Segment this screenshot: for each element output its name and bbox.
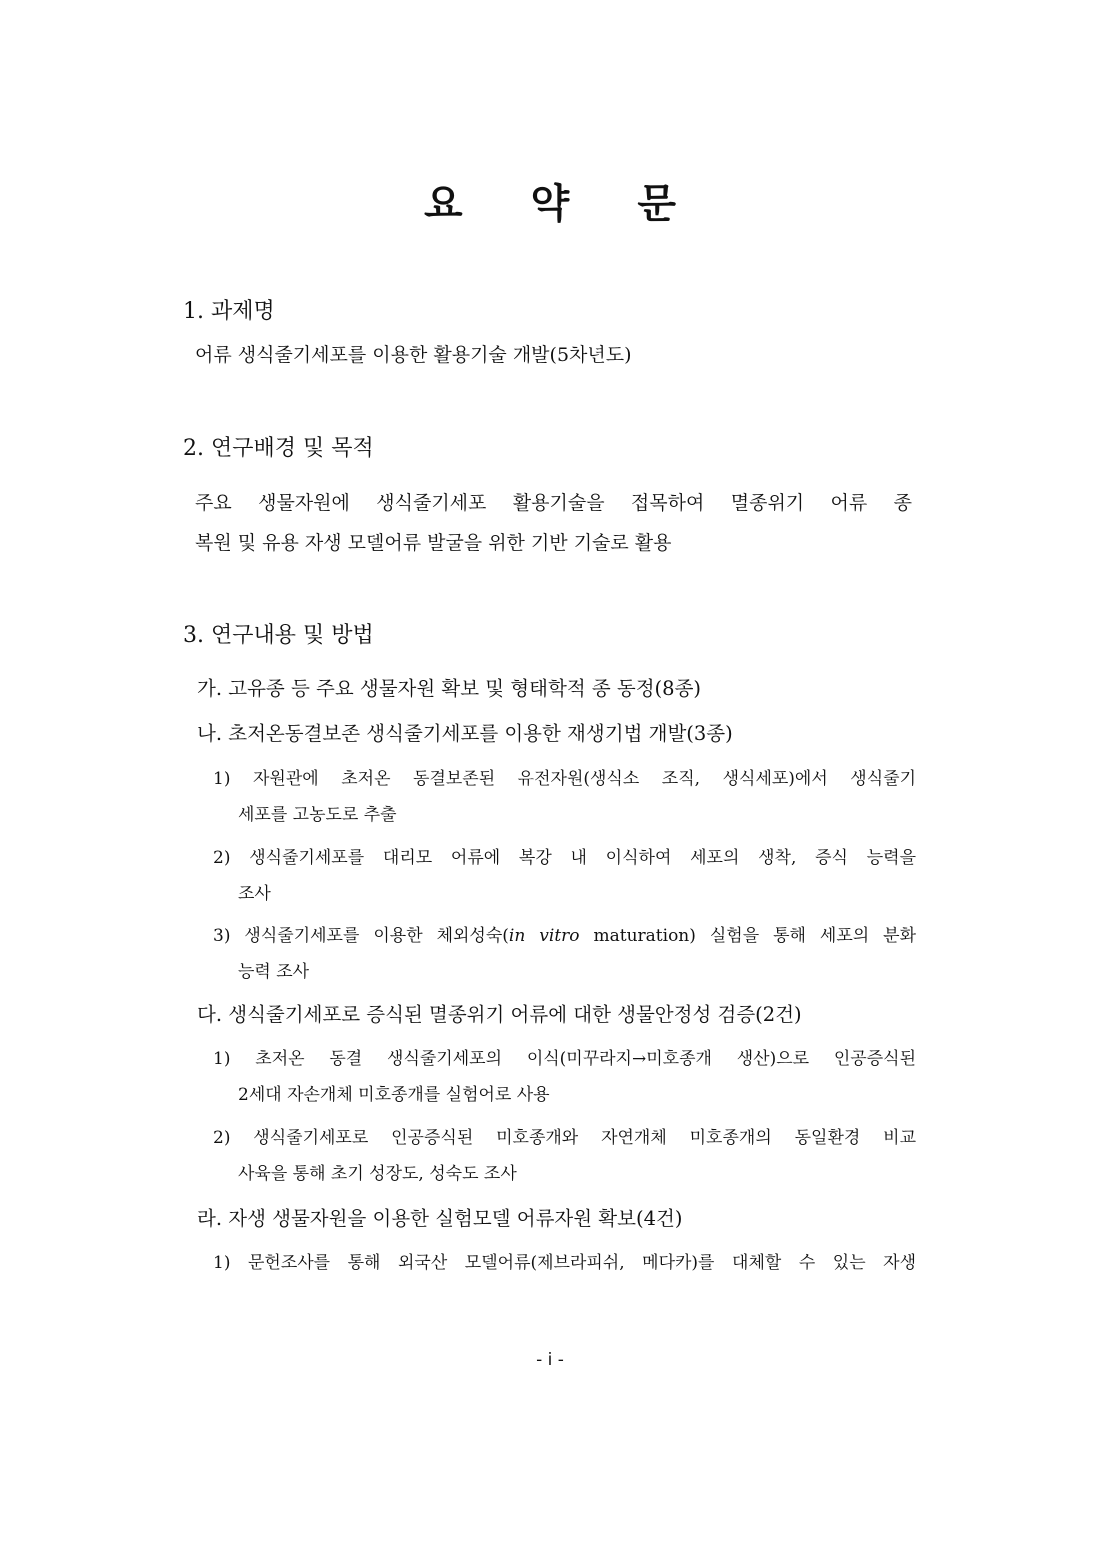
page-number: - i - (536, 1350, 564, 1370)
section-heading-2: 2. 연구배경 및 목적 (183, 436, 374, 461)
section-heading-3: 3. 연구내용 및 방법 (183, 623, 374, 648)
item-na-3-text-post: maturation) 실험을 통해 세포의 분화 (579, 926, 917, 946)
section-2-body-line-2: 복원 및 유용 자생 모델어류 발굴을 위한 기반 기술로 활용 (195, 532, 672, 554)
item-na: 나. 초저온동결보존 생식줄기세포를 이용한 재생기법 개발(3종) (197, 722, 733, 745)
item-da-2-line-1: 2) 생식줄기세포로 인공증식된 미호종개와 자연개체 미호종개의 동일환경 비교 (213, 1128, 916, 1148)
title-char-3: 문 (637, 181, 676, 227)
title-char-2: 약 (530, 181, 570, 227)
item-ra: 라. 자생 생물자원을 이용한 실험모델 어류자원 확보(4건) (197, 1207, 683, 1230)
item-na-2-line-2: 조사 (238, 884, 271, 904)
section-heading-1: 1. 과제명 (183, 299, 275, 324)
item-na-1-line-1: 1) 자원관에 초저온 동결보존된 유전자원(생식소 조직, 생식세포)에서 생식줄기 (213, 769, 916, 789)
item-ra-1-line-1: 1) 문헌조사를 통해 외국산 모델어류(제브라피쉬, 메다카)를 대체할 수 있는 자생 (213, 1253, 916, 1273)
item-na-3-text-italic: in vitro (508, 926, 580, 946)
item-da-1-line-2: 2세대 자손개체 미호종개를 실험어로 사용 (238, 1085, 550, 1105)
section-1-body: 어류 생식줄기세포를 이용한 활용기술 개발(5차년도) (195, 344, 632, 366)
item-na-3-text-pre: 3) 생식줄기세포를 이용한 체외성숙( (213, 926, 509, 946)
item-da: 다. 생식줄기세포로 증식된 멸종위기 어류에 대한 생물안정성 검증(2건) (197, 1003, 802, 1026)
item-na-2-line-1: 2) 생식줄기세포를 대리모 어류에 복강 내 이식하여 세포의 생착, 증식 능력을 (213, 848, 916, 868)
section-2-body-line-1: 주요 생물자원에 생식줄기세포 활용기술을 접목하여 멸종위기 어류 종 (195, 492, 912, 514)
document-title (0, 172, 1100, 229)
item-da-1-line-1: 1) 초저온 동결 생식줄기세포의 이식(미꾸라지→미호종개 생산)으로 인공증식된 (213, 1049, 916, 1069)
item-ga: 가. 고유종 등 주요 생물자원 확보 및 형태학적 종 동정(8종) (197, 677, 702, 700)
item-da-2-line-2: 사육을 통해 초기 성장도, 성숙도 조사 (238, 1164, 517, 1184)
item-na-3-line-2: 능력 조사 (238, 962, 310, 982)
item-na-3-line-1 (213, 923, 916, 949)
item-na-1-line-2: 세포를 고농도로 추출 (238, 805, 397, 825)
title-char-1: 요 (424, 181, 463, 227)
